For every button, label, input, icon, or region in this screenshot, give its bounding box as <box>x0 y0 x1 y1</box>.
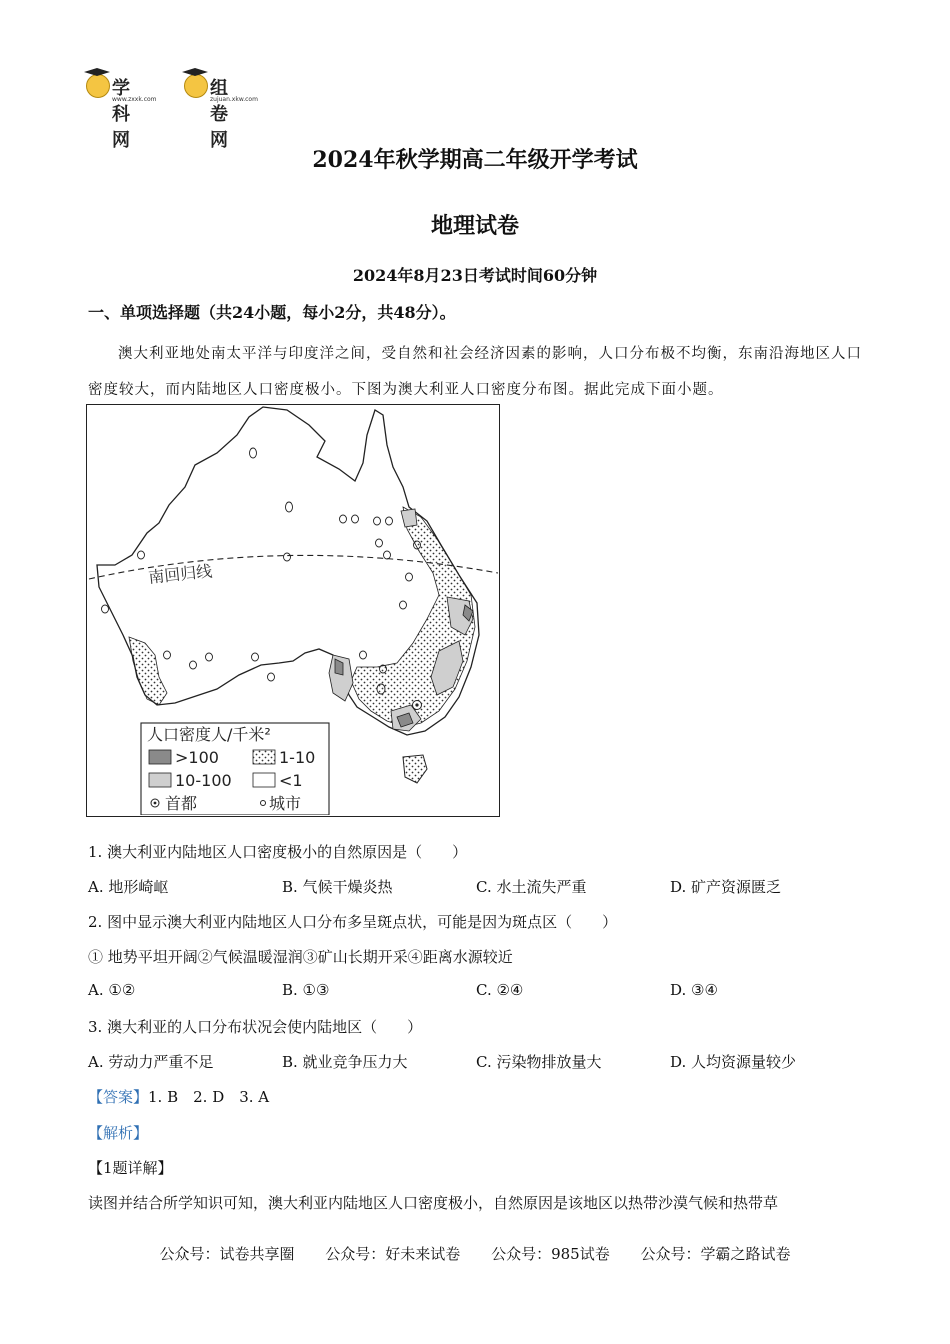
tropic-label: 南回归线 <box>147 561 214 587</box>
map-legend <box>141 723 329 815</box>
q3-option-a[interactable]: A. 劳动力严重不足 <box>88 1053 214 1071</box>
legend-below-1: <1 <box>279 771 303 790</box>
logo-site2-name: 组卷网 <box>210 78 229 151</box>
analysis-label: 【解析】 <box>88 1124 149 1142</box>
question-2-stem: 2. 图中显示澳大利亚内陆地区人口分布多呈斑点状，可能是因为斑点区（ ） <box>88 913 618 931</box>
site-logo <box>86 68 286 151</box>
capital-marker <box>413 701 422 710</box>
legend-title: 人口密度人/千米² <box>147 725 271 744</box>
q3-option-c[interactable]: C. 污染物排放量大 <box>476 1053 602 1071</box>
footer-item: 公众号：985试卷 <box>491 1245 610 1263</box>
question-2-statements: ① 地势平坦开阔②气候温暖湿润③矿山长期开采④距离水源较近 <box>88 948 513 966</box>
legend-10-100: 10-100 <box>175 771 232 790</box>
footer-item: 公众号：学霸之路试卷 <box>640 1245 791 1263</box>
logo-site1-name: 学科网 <box>112 78 131 151</box>
legend-above-100: >100 <box>175 748 219 767</box>
australia-population-map <box>86 404 500 817</box>
logo-site2-url: zujuan.xkw.com <box>210 96 258 103</box>
intro-paragraph: 澳大利亚地处南太平洋与印度洋之间，受自然和社会经济因素的影响，人口分布极不均衡，东南沿海地区人口密度较大，而内陆地区人口密度极小。下图为澳大利亚人口密度分布图。据此完成下面小题。 <box>88 346 862 398</box>
tasmania <box>403 755 427 783</box>
q2-option-d[interactable]: D. ③④ <box>670 981 718 999</box>
footer <box>0 1243 950 1264</box>
footer-item: 公众号：试卷共享圈 <box>159 1245 295 1263</box>
detail-label: 【1题详解】 <box>88 1159 173 1177</box>
answer-text: 1. B 2. D 3. A <box>148 1088 270 1106</box>
graduation-cap-icon <box>84 68 110 76</box>
answer-line <box>88 1086 269 1107</box>
legend-capital: 首都 <box>165 794 198 813</box>
logo-site1-url: www.zxxk.com <box>112 96 157 103</box>
legend-city: 城市 <box>269 794 302 813</box>
footer-item: 公众号：好未来试卷 <box>325 1245 461 1263</box>
q2-option-b[interactable]: B. ①③ <box>282 981 330 999</box>
mascot-icon <box>184 74 208 98</box>
mascot-icon <box>86 74 110 98</box>
q1-option-a[interactable]: A. 地形崎岖 <box>88 878 169 896</box>
subject-title: 地理试卷 <box>430 213 519 239</box>
q1-option-b[interactable]: B. 气候干燥炎热 <box>282 878 393 896</box>
q3-option-d[interactable]: D. 人均资源量较少 <box>670 1053 797 1071</box>
q1-option-c[interactable]: C. 水土流失严重 <box>476 878 587 896</box>
q2-option-c[interactable]: C. ②④ <box>476 981 524 999</box>
q2-option-a[interactable]: A. ①② <box>88 981 136 999</box>
question-1-stem: 1. 澳大利亚内陆地区人口密度极小的自然原因是（ ） <box>88 843 468 861</box>
question-3-stem: 3. 澳大利亚的人口分布状况会使内陆地区（ ） <box>88 1018 423 1036</box>
q3-option-b[interactable]: B. 就业竞争压力大 <box>282 1053 408 1071</box>
q1-option-d[interactable]: D. 矿产资源匮乏 <box>670 878 782 896</box>
answer-label: 【答案】 <box>88 1088 149 1106</box>
legend-city-icon <box>261 801 266 806</box>
detail-text: 读图并结合所学知识可知，澳大利亚内陆地区人口密度极小，自然原因是该地区以热带沙漠气候和热带草 <box>88 1194 779 1212</box>
exam-info: 2024年8月23日考试时间60分钟 <box>352 266 598 285</box>
graduation-cap-icon <box>182 68 208 76</box>
legend-1-10: 1-10 <box>279 748 316 767</box>
exam-title: 2024年秋学期高二年级开学考试 <box>312 147 638 173</box>
section-heading: 一、单项选择题（共24小题，每小2分，共48分）。 <box>88 303 456 322</box>
